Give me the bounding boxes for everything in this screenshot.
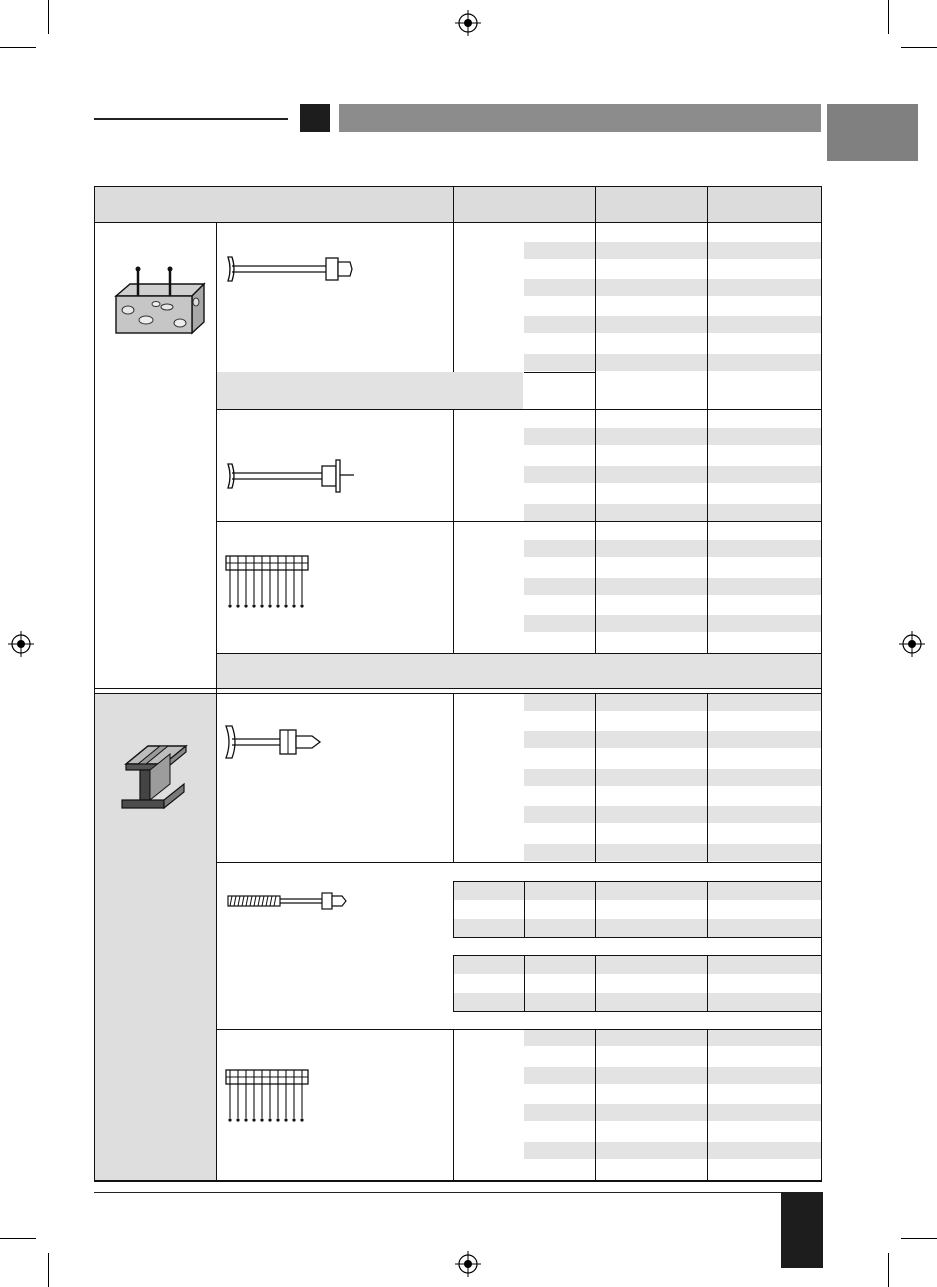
table-rule — [453, 881, 454, 938]
table-rule — [821, 186, 822, 1182]
table-row-stripe — [453, 993, 821, 1011]
header-rule — [94, 118, 288, 120]
column-header — [707, 186, 821, 222]
table-rule — [595, 1029, 596, 1181]
table-rule — [524, 372, 595, 373]
table-rule — [453, 694, 454, 862]
table-row-stripe — [524, 694, 821, 711]
drive-pin-icon — [226, 252, 356, 286]
concrete-block-icon — [112, 266, 206, 336]
table-rule — [595, 955, 596, 1012]
table-row-stripe — [524, 731, 821, 748]
table-rule — [216, 1029, 822, 1030]
table-rule — [707, 881, 708, 938]
table-row-stripe — [453, 882, 821, 900]
table-rule — [453, 1011, 822, 1012]
table-row-stripe — [524, 615, 821, 632]
table-row-stripe — [524, 354, 821, 371]
table-rule — [453, 186, 454, 372]
table-rule — [94, 222, 822, 223]
page-number-tab — [781, 1192, 823, 1268]
column-header — [595, 186, 707, 222]
steel-pin-icon — [224, 722, 324, 762]
table-rule — [453, 955, 822, 956]
table-rule — [216, 222, 217, 1180]
table-rule — [453, 409, 454, 653]
table-rule — [524, 881, 525, 938]
table-row-stripe — [524, 540, 821, 557]
table-rule — [216, 521, 822, 522]
table-rule — [94, 186, 95, 1182]
table-row-stripe — [524, 1029, 821, 1046]
table-row-stripe — [524, 316, 821, 333]
registration-mark-icon — [899, 631, 925, 657]
table-rule — [595, 694, 596, 862]
section-marker — [300, 104, 330, 132]
table-row-stripe — [524, 806, 821, 823]
threaded-stud-icon — [226, 890, 352, 912]
column-header — [453, 186, 595, 222]
table-row-stripe — [524, 844, 821, 861]
table-row-stripe — [524, 1104, 821, 1121]
table-rule — [94, 186, 822, 187]
registration-mark-icon — [455, 10, 481, 36]
subtotal-row — [216, 372, 523, 409]
table-rule — [453, 955, 454, 1012]
table-rule — [453, 881, 822, 882]
table-rule — [707, 186, 708, 653]
table-rule — [707, 1029, 708, 1181]
table-rule — [216, 409, 822, 410]
crop-mark-top-right-h — [901, 47, 937, 48]
crop-mark-top-right-v — [888, 0, 889, 34]
table-rule — [216, 653, 822, 654]
table-rule — [94, 693, 822, 694]
table-rule — [94, 688, 822, 689]
washer-pin-icon — [226, 458, 362, 494]
table-row-stripe — [524, 242, 821, 259]
crop-mark-bottom-left-h — [0, 1238, 36, 1239]
table-rule — [595, 186, 596, 653]
column-header — [94, 186, 453, 222]
page-title-bar — [339, 104, 821, 132]
steel-beam-icon — [120, 742, 190, 818]
table-row-stripe — [524, 466, 821, 483]
table-row-stripe — [524, 428, 821, 445]
table-row-stripe — [524, 504, 821, 521]
table-row-stripe — [524, 279, 821, 296]
collated-nails-icon — [224, 1066, 312, 1126]
note-row — [216, 653, 821, 688]
registration-mark-icon — [455, 1251, 481, 1277]
crop-mark-top-left-h — [0, 47, 36, 48]
table-rule — [707, 694, 708, 862]
table-row-stripe — [524, 1142, 821, 1159]
table-row-stripe — [524, 578, 821, 595]
fastener-table — [94, 186, 822, 1182]
language-tab — [827, 104, 918, 161]
crop-mark-bottom-right-h — [901, 1238, 937, 1239]
crop-mark-top-left-v — [48, 0, 49, 34]
table-row-stripe — [453, 919, 821, 937]
collated-nails-icon — [224, 552, 312, 612]
table-rule — [595, 881, 596, 938]
table-row-stripe — [453, 956, 821, 974]
footer-rule — [94, 1192, 821, 1193]
table-rule — [707, 955, 708, 1012]
table-row-stripe — [524, 769, 821, 786]
table-row-stripe — [524, 1067, 821, 1084]
registration-mark-icon — [8, 631, 34, 657]
table-rule — [453, 937, 822, 938]
table-rule — [94, 1180, 822, 1182]
table-rule — [216, 862, 822, 863]
table-rule — [524, 955, 525, 1012]
table-rule — [453, 1029, 454, 1181]
crop-mark-bottom-left-v — [48, 1253, 49, 1287]
crop-mark-bottom-right-v — [888, 1253, 889, 1287]
